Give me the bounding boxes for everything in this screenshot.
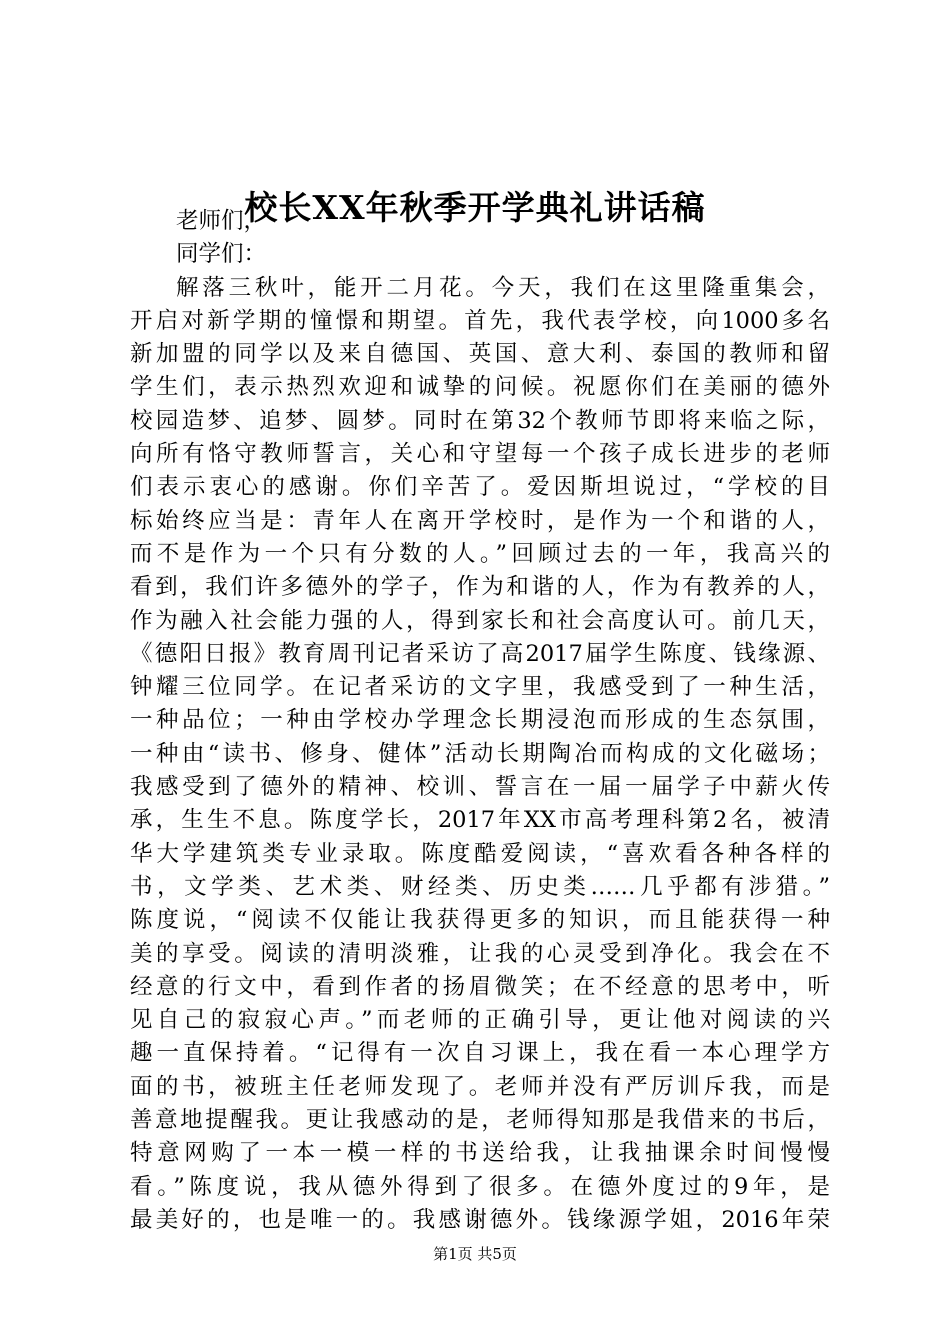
page-number-footer: 第1页 共5页: [433, 1245, 517, 1263]
salutation-students: 同学们：: [176, 241, 267, 268]
text-line: 陈度说，“阅读不仅能让我获得更多的知识，而且能获得一种: [130, 907, 830, 934]
text-line: 我感受到了德外的精神、校训、誓言在一届一届学子中薪火传: [130, 774, 830, 801]
text-line: 新加盟的同学以及来自德国、英国、意大利、泰国的教师和留: [130, 341, 830, 368]
text-line: 面的书，被班主任老师发现了。老师并没有严厉训斥我，而是: [130, 1073, 830, 1100]
text-line: 向所有恪守教师誓言，关心和守望每一个孩子成长进步的老师: [130, 441, 830, 468]
text-line: 看。”陈度说，我从德外得到了很多。在德外度过的9年，是: [130, 1173, 830, 1200]
text-line: 善意地提醒我。更让我感动的是，老师得知那是我借来的书后，: [130, 1107, 830, 1134]
salutation-teachers: 老师们，: [176, 208, 267, 234]
text-line: 特意网购了一本一模一样的书送给我，让我抽课余时间慢慢: [130, 1140, 830, 1167]
text-line: 见自己的寂寂心声。”而老师的正确引导，更让他对阅读的兴: [130, 1007, 830, 1034]
text-line: 开启对新学期的憧憬和期望。首先，我代表学校，向1000多名: [130, 307, 830, 334]
text-line: 承，生生不息。陈度学长，2017年XX市高考理科第2名，被清: [130, 807, 830, 834]
text-line: 们表示衷心的感谢。你们辛苦了。爱因斯坦说过，“学校的目: [130, 474, 830, 501]
document-body: [130, 205, 830, 1237]
text-line: 钟耀三位同学。在记者采访的文字里，我感受到了一种生活，: [130, 674, 830, 701]
document-title: 校长XX年秋季开学典礼讲话稿: [244, 188, 706, 227]
text-line: 美的享受。阅读的清明淡雅，让我的心灵受到净化。我会在不: [130, 940, 830, 967]
text-line: 书，文学类、艺术类、财经类、历史类……几乎都有涉猎。”: [130, 873, 830, 900]
text-line: 作为融入社会能力强的人，得到家长和社会高度认可。前几天，: [130, 607, 830, 634]
text-line: 标始终应当是：青年人在离开学校时，是作为一个和谐的人，: [130, 507, 830, 534]
text-line: 趣一直保持着。“记得有一次自习课上，我在看一本心理学方: [130, 1040, 830, 1067]
text-line: 校园造梦、追梦、圆梦。同时在第32个教师节即将来临之际，: [130, 407, 830, 434]
text-line: 最美好的，也是唯一的。我感谢德外。钱缘源学姐，2016年荣: [130, 1206, 830, 1233]
text-line: 学生们，表示热烈欢迎和诚挚的问候。祝愿你们在美丽的德外: [130, 374, 830, 401]
text-line: 《德阳日报》教育周刊记者采访了高2017届学生陈度、钱缘源、: [130, 640, 830, 667]
text-line: 一种由“读书、修身、健体”活动长期陶冶而构成的文化磁场；: [130, 740, 830, 767]
text-line: 一种品位；一种由学校办学理念长期浸泡而形成的生态氛围，: [130, 707, 830, 734]
text-line: 华大学建筑类专业录取。陈度酷爱阅读，“喜欢看各种各样的: [130, 840, 830, 867]
paragraph: [130, 272, 830, 1238]
text-line: 解落三秋叶，能开二月花。今天，我们在这里隆重集会，: [176, 274, 830, 301]
text-line: 经意的行文中，看到作者的扬眉微笑；在不经意的思考中，听: [130, 973, 830, 1000]
text-line: 而不是作为一个只有分数的人。”回顾过去的一年，我高兴的: [130, 540, 830, 567]
text-line: 看到，我们许多德外的学子，作为和谐的人，作为有教养的人，: [130, 574, 830, 601]
